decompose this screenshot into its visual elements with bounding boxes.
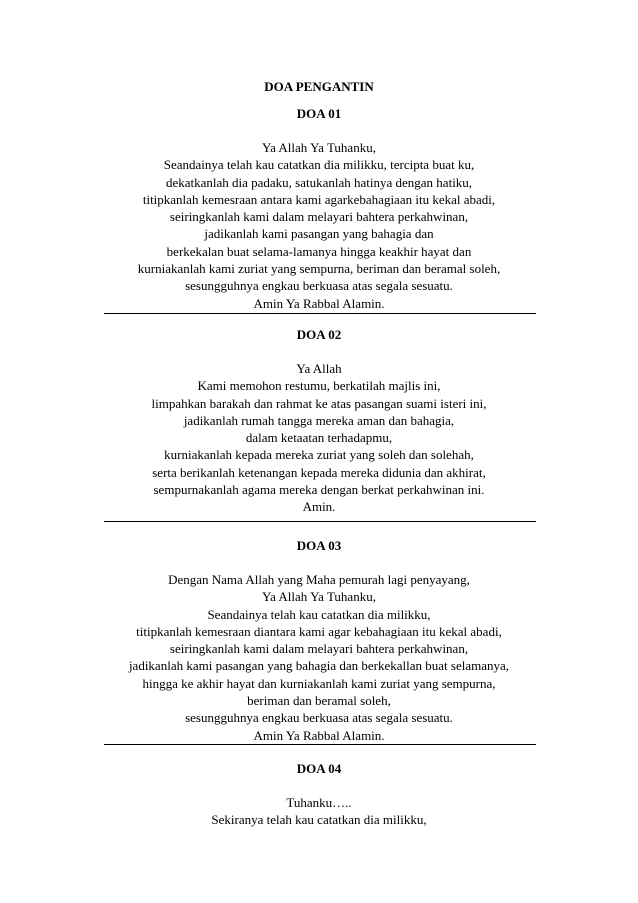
prayer-text <box>0 139 638 312</box>
prayer-line: beriman dan beramal soleh, <box>247 693 391 709</box>
prayer-line: Sekiranya telah kau catatkan dia milikku, <box>211 812 427 828</box>
prayer-line: sesungguhnya engkau berkuasa atas segala sesuatu. <box>185 278 453 294</box>
section-heading: DOA 03 <box>296 538 342 553</box>
prayer-line: serta berikanlah ketenangan kepada mereka didunia dan akhirat, <box>152 464 486 480</box>
prayer-line: Amin Ya Rabbal Alamin. <box>253 727 385 743</box>
prayer-text <box>0 571 638 744</box>
prayer-line: Seandainya telah kau catatkan dia milikku, <box>207 606 431 622</box>
section-heading: DOA 01 <box>296 106 342 121</box>
prayer-line: dalam ketaatan terhadapmu, <box>245 430 393 446</box>
prayer-line: titipkanlah kemesraan diantara kami agar kebahagiaan itu kekal abadi, <box>136 623 502 639</box>
page-title: DOA PENGANTIN <box>264 79 374 94</box>
prayer-line: dekatkanlah dia padaku, satukanlah hatinya dengan hatiku, <box>165 174 473 190</box>
prayer-line: jadikanlah kami pasangan yang bahagia dan berkekallan buat selamanya, <box>128 658 510 674</box>
prayer-line: titipkanlah kemesraan antara kami agarkebahagiaan itu kekal abadi, <box>142 191 496 207</box>
prayer-line: Amin. <box>302 499 336 515</box>
prayer-line: seiringkanlah kami dalam melayari bahtera perkahwinan, <box>169 641 469 657</box>
prayer-section-02 <box>0 326 638 516</box>
section-divider <box>104 521 536 522</box>
prayer-line: Dengan Nama Allah yang Maha pemurah lagi penyayang, <box>168 572 470 587</box>
section-heading: DOA 02 <box>296 327 342 342</box>
prayer-line: sesungguhnya engkau berkuasa atas segala sesuatu. <box>185 710 453 726</box>
prayer-line: Kami memohon restumu, berkatilah majlis ini, <box>197 378 441 394</box>
prayer-line: jadikanlah kami pasangan yang bahagia dan <box>204 226 434 242</box>
prayer-line: jadikanlah rumah tangga mereka aman dan bahagia, <box>183 412 455 428</box>
prayer-line: Tuhanku….. <box>286 795 352 810</box>
prayer-text <box>0 360 638 516</box>
prayer-line: kurniakanlah kami zuriat yang sempurna, beriman dan beramal soleh, <box>137 261 501 277</box>
prayer-line: kurniakanlah kepada mereka zuriat yang soleh dan solehah, <box>164 447 474 463</box>
prayer-line: hingga ke akhir hayat dan kurniakanlah kami zuriat yang sempurna, <box>142 675 496 691</box>
prayer-line: Ya Allah <box>296 361 342 376</box>
prayer-line: Ya Allah Ya Tuhanku, <box>262 140 376 155</box>
prayer-line: Ya Allah Ya Tuhanku, <box>262 589 376 605</box>
prayer-line: berkekalan buat selama-lamanya hingga keakhir hayat dan <box>166 243 472 259</box>
prayer-line: limpahkan barakah dan rahmat ke atas pasangan suami isteri ini, <box>151 395 487 411</box>
prayer-line: seiringkanlah kami dalam melayari bahtera perkahwinan, <box>169 209 469 225</box>
prayer-line: sempurnakanlah agama mereka dengan berkat perkahwinan ini. <box>153 482 485 498</box>
prayer-section-04 <box>0 760 638 829</box>
prayer-text <box>0 794 638 829</box>
prayer-line: Amin Ya Rabbal Alamin. <box>253 295 385 311</box>
section-divider <box>104 313 536 314</box>
section-divider <box>104 744 536 745</box>
prayer-section-01 <box>0 105 638 312</box>
section-heading: DOA 04 <box>296 761 342 776</box>
prayer-line: Seandainya telah kau catatkan dia milikku, tercipta buat ku, <box>163 157 475 173</box>
prayer-section-03 <box>0 537 638 744</box>
